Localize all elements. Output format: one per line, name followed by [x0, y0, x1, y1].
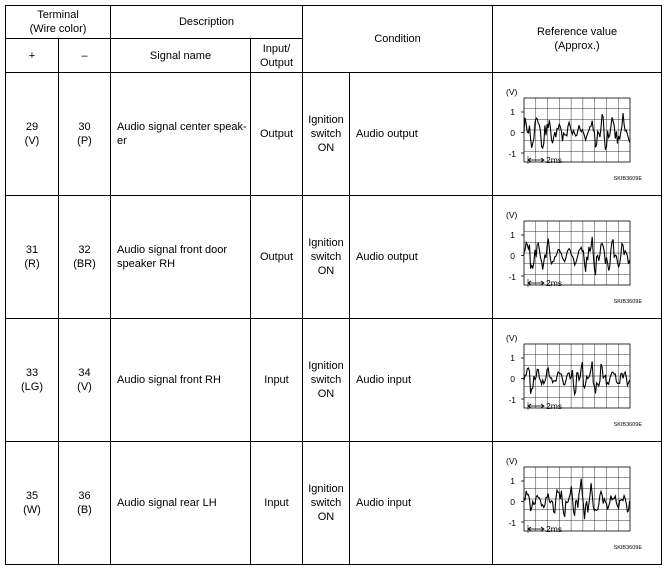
condition-detail: Audio input [350, 442, 493, 565]
waveform-grid [521, 467, 630, 531]
input-output: Input [251, 319, 303, 442]
condition-main: Ignition switch ON [303, 73, 350, 196]
waveform-tick-1: 1 [510, 353, 516, 363]
waveform-trace [524, 237, 630, 275]
waveform-time-label: 2ms [546, 524, 563, 534]
condition-detail: Audio output [350, 196, 493, 319]
header-plus: + [6, 39, 59, 73]
waveform-trace [524, 362, 630, 395]
signal-name: Audio signal rear LH [111, 442, 251, 565]
waveform-time-label: 2ms [546, 155, 563, 165]
waveform-tick-neg1: -1 [508, 395, 517, 405]
waveform-unit: (V) [506, 87, 518, 97]
waveform-grid [521, 98, 630, 162]
terminal-minus: 36 (B) [59, 442, 111, 565]
waveform-tick-0: 0 [510, 128, 516, 138]
terminal-spec-table [5, 5, 662, 565]
time-marker [528, 156, 544, 164]
table-row [6, 196, 662, 319]
waveform-tick-0: 0 [510, 374, 516, 384]
waveform-unit: (V) [506, 456, 518, 466]
waveform-grid [521, 344, 630, 408]
waveform-graph [502, 84, 652, 184]
terminal-minus: 32 (BR) [59, 196, 111, 319]
waveform-tick-0: 0 [510, 251, 516, 261]
waveform-unit: (V) [506, 210, 518, 220]
waveform-tick-1: 1 [510, 107, 516, 117]
input-output: Output [251, 73, 303, 196]
input-output: Output [251, 196, 303, 319]
waveform-tick-1: 1 [510, 476, 516, 486]
waveform-graph [502, 453, 652, 553]
condition-main: Ignition switch ON [303, 442, 350, 565]
header-signal-name: Signal name [111, 39, 251, 73]
reference-waveform-cell [493, 73, 662, 196]
header-description: Description [111, 6, 303, 39]
figure-code: SKIB3609E [613, 299, 643, 305]
table-row [6, 73, 662, 196]
terminal-plus: 29 (V) [6, 73, 59, 196]
waveform-tick-0: 0 [510, 497, 516, 507]
header-condition: Condition [303, 6, 493, 73]
waveform-trace [524, 113, 630, 150]
time-marker [528, 402, 544, 410]
waveform-tick-neg1: -1 [508, 272, 517, 282]
waveform-unit: (V) [506, 333, 518, 343]
waveform-time-label: 2ms [546, 278, 563, 288]
waveform-graph [502, 330, 652, 430]
input-output: Input [251, 442, 303, 565]
table-row [6, 442, 662, 565]
waveform-tick-neg1: -1 [508, 149, 517, 159]
header-terminal: Terminal (Wire color) [6, 6, 111, 39]
waveform-time-label: 2ms [546, 401, 563, 411]
waveform-tick-neg1: -1 [508, 518, 517, 528]
header-input-output: Input/ Output [251, 39, 303, 73]
condition-main: Ignition switch ON [303, 319, 350, 442]
time-marker [528, 525, 544, 533]
terminal-plus: 31 (R) [6, 196, 59, 319]
table-row [6, 319, 662, 442]
condition-detail: Audio input [350, 319, 493, 442]
signal-name: Audio signal front door speaker RH [111, 196, 251, 319]
signal-name: Audio signal center speak- er [111, 73, 251, 196]
terminal-minus: 34 (V) [59, 319, 111, 442]
reference-waveform-cell [493, 442, 662, 565]
time-marker [528, 279, 544, 287]
terminal-plus: 35 (W) [6, 442, 59, 565]
header-minus: – [59, 39, 111, 73]
terminal-plus: 33 (LG) [6, 319, 59, 442]
reference-waveform-cell [493, 196, 662, 319]
condition-main: Ignition switch ON [303, 196, 350, 319]
figure-code: SKIB3609E [613, 422, 643, 428]
figure-code: SKIB3609E [613, 545, 643, 551]
waveform-tick-1: 1 [510, 230, 516, 240]
header-reference-value: Reference value (Approx.) [493, 6, 662, 73]
condition-detail: Audio output [350, 73, 493, 196]
waveform-graph [502, 207, 652, 307]
reference-waveform-cell [493, 319, 662, 442]
figure-code: SKIB3609E [613, 176, 643, 182]
signal-name: Audio signal front RH [111, 319, 251, 442]
terminal-minus: 30 (P) [59, 73, 111, 196]
